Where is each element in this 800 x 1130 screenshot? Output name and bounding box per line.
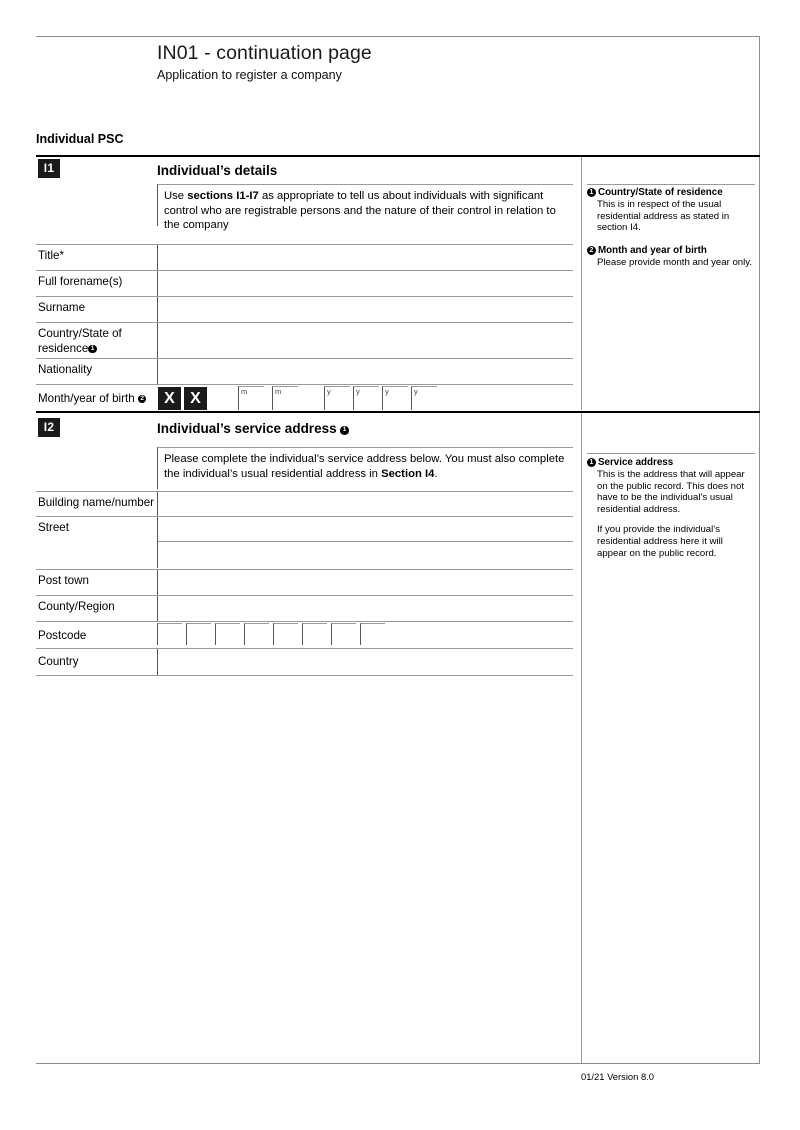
postcode-box-8[interactable] — [360, 623, 385, 645]
section-i2-guidance-post: . — [434, 467, 438, 480]
dob-year-hint-3: y — [385, 387, 389, 396]
label-month-year-of-birth-text: Month/year of birth — [38, 392, 135, 405]
field-row-county-region — [36, 595, 573, 621]
section-i1-guidance — [157, 184, 573, 232]
section-i1-top-rule — [36, 155, 760, 157]
page-top-rule — [36, 36, 760, 37]
field-row-nationality — [36, 358, 573, 384]
label-country: Country — [38, 655, 79, 668]
field-row-building-name-number — [36, 491, 573, 516]
section-i2-guidance-bold: Section I4 — [381, 467, 435, 480]
dob-redaction-box-1: X — [158, 387, 181, 410]
postcode-box-7[interactable] — [331, 623, 356, 645]
label-surname: Surname — [38, 301, 86, 314]
dob-month-hint-2: m — [275, 387, 282, 396]
section-i1-note-rule — [587, 184, 755, 185]
section-i2-top-rule — [36, 411, 760, 413]
section-i1-note-1 — [587, 187, 755, 234]
dob-year-hint-4: y — [414, 387, 418, 396]
field-row-street-continuation — [36, 541, 573, 568]
page-subtitle: Application to register a company — [157, 68, 342, 82]
group-heading-individual-psc: Individual PSC — [36, 132, 124, 146]
field-row-country — [36, 648, 573, 675]
field-row-postcode — [36, 621, 573, 648]
label-full-forenames: Full forename(s) — [38, 275, 123, 288]
input-street-line-2[interactable] — [158, 541, 573, 568]
section-i2-note-rule — [587, 453, 755, 454]
input-full-forenames[interactable] — [158, 271, 573, 297]
field-row-post-town — [36, 569, 573, 595]
section-i2-fields-bottom-rule — [36, 675, 573, 676]
label-country-state-of-residence — [38, 326, 156, 356]
section-i1-note-1-heading: Country/State of residence — [598, 187, 723, 198]
footer-version: 01/21 Version 8.0 — [581, 1071, 654, 1082]
dob-redaction-box-2: X — [184, 387, 207, 410]
section-i2-guidance — [157, 447, 573, 489]
field-row-country-state-of-residence — [36, 322, 573, 358]
input-street-line-1[interactable] — [158, 517, 573, 542]
section-i2-note-1 — [587, 457, 755, 559]
dob-month-box-1[interactable] — [238, 386, 264, 410]
label-county-region: County/Region — [38, 600, 115, 613]
field-row-month-year-of-birth — [36, 384, 573, 410]
section-i2-title-text: Individual’s service address — [157, 421, 337, 436]
note-marker-1-icon: 1 — [88, 345, 97, 354]
section-i2-note-1-body: This is the address that will appear on the public record. This does not have to be the individual’s usual residential address. — [597, 468, 745, 516]
page-right-rule — [759, 36, 760, 1064]
label-country-state-of-residence-text: Country/State of residence — [38, 327, 122, 355]
input-nationality[interactable] — [158, 359, 573, 385]
section-i1-guidance-pre: Use — [164, 190, 188, 202]
section-i1-tab: I1 — [38, 159, 60, 178]
input-country-state-of-residence[interactable] — [158, 323, 573, 359]
section-i1-title: Individual’s details — [157, 163, 278, 178]
input-building-name-number[interactable] — [158, 492, 573, 517]
dob-year-box-2[interactable] — [353, 386, 379, 410]
page-bottom-rule — [36, 1063, 760, 1064]
input-post-town[interactable] — [158, 570, 573, 596]
section-i2-note-1-heading: Service address — [598, 457, 674, 468]
postcode-box-6[interactable] — [302, 623, 327, 645]
input-surname[interactable] — [158, 297, 573, 323]
section-i1-sidebar-divider — [581, 157, 582, 410]
dob-month-hint-1: m — [241, 387, 248, 396]
dob-year-box-3[interactable] — [382, 386, 408, 410]
section-i1-note-1-body: This is in respect of the usual residential address as stated in section I4. — [597, 198, 730, 234]
label-street: Street — [38, 521, 69, 534]
note-marker-1-icon: 1 — [340, 426, 349, 435]
dob-year-box-4[interactable] — [411, 386, 437, 410]
page-title: IN01 - continuation page — [157, 42, 372, 64]
section-i2-sidebar-divider — [581, 413, 582, 1063]
dob-year-hint-1: y — [327, 387, 331, 396]
input-county-region[interactable] — [158, 596, 573, 622]
label-nationality: Nationality — [38, 363, 93, 376]
label-post-town: Post town — [38, 574, 89, 587]
dob-month-box-2[interactable] — [272, 386, 298, 410]
postcode-box-3[interactable] — [215, 623, 240, 645]
dob-year-hint-2: y — [356, 387, 360, 396]
section-i1-guidance-post: as appropriate to tell us about individuals with significant control who are registrable persons and the nature of their control in relation to the company — [164, 190, 556, 232]
label-building-name-number: Building name/number — [38, 496, 155, 509]
label-month-year-of-birth — [38, 391, 146, 406]
input-country[interactable] — [158, 649, 573, 676]
section-i1-note-2-body: Please provide month and year only. — [597, 256, 753, 268]
postcode-box-4[interactable] — [244, 623, 269, 645]
dob-year-box-1[interactable] — [324, 386, 350, 410]
label-title: Title* — [38, 249, 64, 262]
section-i2-note-1-body2: If you provide the individual’s residential address here it will appear on the public record. — [597, 523, 723, 559]
field-row-title — [36, 244, 573, 270]
input-title[interactable] — [158, 245, 573, 271]
section-i1-guidance-bold: sections I1-I7 — [187, 190, 259, 202]
section-i2-guidance-pre: Please complete the individual’s service address below. You must also complete the individual’s usual residential address in — [164, 453, 565, 480]
field-row-surname — [36, 296, 573, 322]
section-i1-note-2-heading: Month and year of birth — [598, 245, 707, 256]
label-postcode: Postcode — [38, 629, 87, 642]
note-marker-1-icon: 1 — [587, 187, 598, 198]
section-i1-note-2 — [587, 245, 755, 269]
section-i2-title — [157, 421, 349, 436]
field-row-street — [36, 516, 573, 541]
note-marker-2-icon: 2 — [138, 395, 147, 404]
note-marker-1-icon: 1 — [587, 457, 598, 468]
field-row-full-forenames — [36, 270, 573, 296]
note-marker-2-icon: 2 — [587, 245, 598, 256]
section-i2-tab: I2 — [38, 418, 60, 437]
postcode-box-1[interactable] — [157, 623, 182, 645]
postcode-box-2[interactable] — [186, 623, 211, 645]
postcode-box-5[interactable] — [273, 623, 298, 645]
